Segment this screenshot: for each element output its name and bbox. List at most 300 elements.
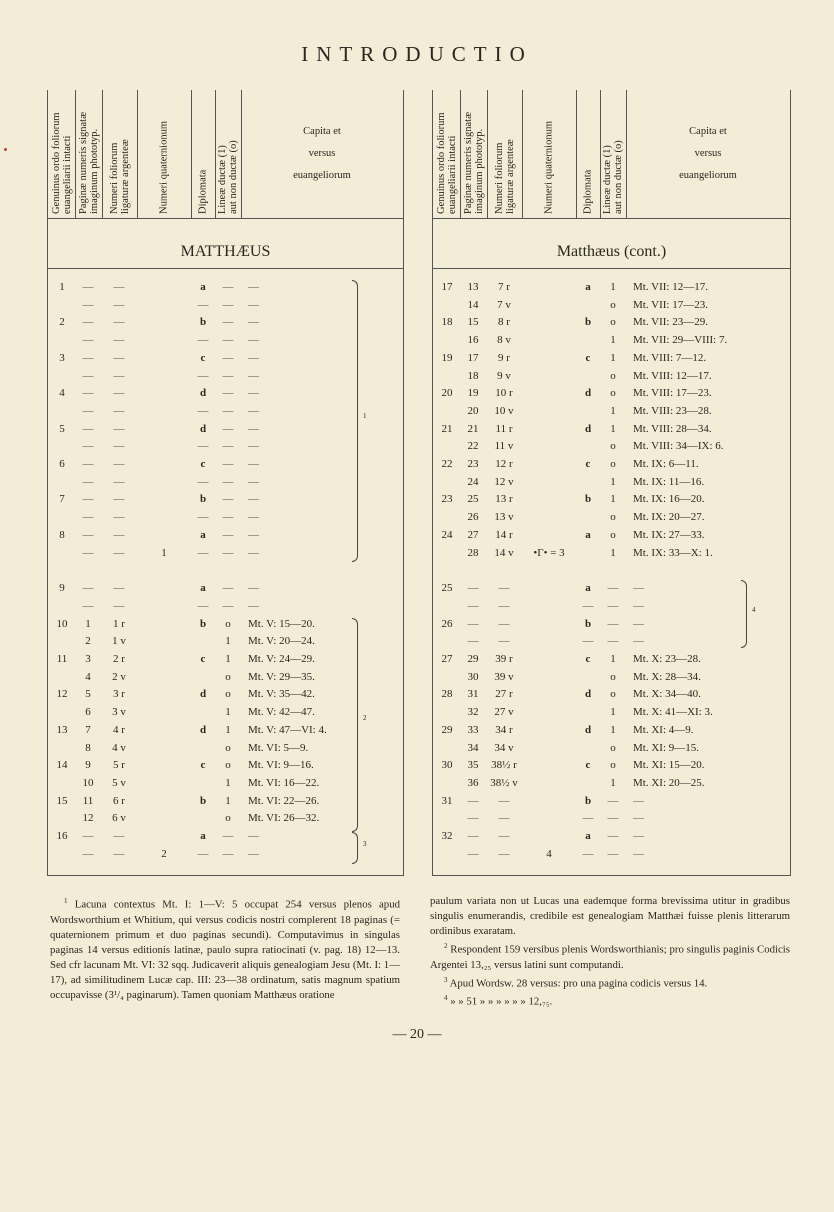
table-cell: Mt. X: 41—XI: 3. — [633, 706, 713, 719]
table-cell: 1 — [85, 617, 91, 630]
table-cell: b — [584, 617, 592, 630]
table-cell: — — [113, 582, 125, 595]
table-cell: — — [82, 528, 94, 541]
table-cell: — — [222, 316, 234, 329]
table-cell: 27 — [441, 653, 453, 665]
table-row — [433, 279, 790, 296]
table-cell: — — [582, 812, 594, 825]
table-row — [48, 775, 403, 792]
header-numeri-foliorum — [102, 90, 138, 218]
table-cell: 2 — [161, 847, 167, 860]
footnote-marker: 3 — [444, 975, 448, 984]
table-cell: 1 — [225, 635, 231, 648]
header-text: Capita et versus euangeliorum — [679, 126, 737, 181]
table-cell: — — [248, 351, 259, 364]
table-cell: 29 — [441, 723, 453, 736]
table-cell: — — [633, 617, 644, 630]
table-row — [48, 527, 403, 544]
table-cell: — — [113, 404, 125, 417]
table-row — [433, 722, 790, 739]
table-cell: 31 — [441, 794, 453, 807]
table-cell: 4 — [85, 670, 91, 683]
header-text: Diplomata — [197, 169, 209, 214]
table-cell: — — [82, 404, 94, 417]
table-cell: — — [113, 351, 125, 364]
table-cell: — — [222, 440, 234, 453]
table-right — [432, 90, 791, 876]
footnote-1-cont: paulum variata non ut Lucas una eademque forma brevissima utitur in gradibus singulis enumerandis, credibile est genealogiam Matthæi fuisse plenis litterarum ordinibus exaratam. — [430, 895, 790, 937]
footnote-text: Respondent 159 versibus plenis Wordsworthianis; pro singulis paginis Codicis Argentei 13,₂₅ versus latini sunt computandi. — [430, 943, 790, 971]
footnotes-left — [50, 894, 400, 1003]
table-cell: b — [199, 617, 207, 630]
table-cell: — — [498, 582, 510, 595]
table-cell: — — [82, 458, 94, 470]
table-cell: 1 — [610, 422, 616, 435]
brace-left-2 — [352, 618, 358, 832]
table-cell: o — [610, 387, 616, 400]
table-cell: — — [248, 493, 259, 506]
table-cell: — — [248, 847, 259, 860]
table-cell: c — [200, 759, 206, 772]
table-cell: 30 — [467, 670, 479, 683]
table-row — [48, 828, 403, 845]
table-cell: 15 — [56, 794, 68, 807]
table-cell: Mt. X: 34—40. — [633, 688, 701, 701]
table-cell: 3 — [59, 351, 65, 364]
table-cell: — — [248, 404, 259, 417]
table-cell: 20 — [441, 387, 453, 400]
section-title: MATTHÆUS — [180, 243, 271, 260]
table-cell: 11 v — [494, 440, 514, 453]
table-cell: — — [467, 830, 479, 842]
table-cell: d — [584, 387, 592, 400]
header-text: Numeri quaternionum — [158, 120, 170, 214]
section-title: Matthæus (cont.) — [556, 243, 667, 260]
table-cell: Mt. VI: 16—22. — [248, 776, 320, 789]
table-cell: — — [248, 599, 259, 612]
table-cell: — — [607, 794, 619, 807]
table-cell: — — [248, 334, 259, 347]
table-cell: — — [82, 475, 94, 488]
table-cell: 11 r — [495, 422, 513, 435]
footnote-marker: 4 — [444, 994, 448, 1003]
page-title: INTRODUCTIO — [301, 42, 533, 66]
header-lineae — [215, 90, 242, 218]
table-cell: 28 — [441, 688, 453, 701]
table-cell: 7 v — [497, 298, 511, 311]
footnote-text: Apud Wordsw. 28 versus: pro una pagina codicis versus 14. — [449, 977, 708, 990]
table-cell: 15 — [467, 316, 479, 329]
table-cell: 1 — [225, 794, 231, 807]
table-cell: — — [498, 830, 510, 842]
table-cell: d — [584, 723, 592, 736]
header-text: Paginæ numeris signatæ imaginum phototyp. — [77, 111, 100, 214]
table-cell: — — [498, 599, 510, 612]
table-cell: 6 — [59, 458, 65, 470]
table-cell: — — [222, 475, 234, 488]
table-cell: 1 — [610, 334, 616, 347]
table-row — [48, 545, 403, 562]
table-row — [433, 545, 790, 562]
table-row — [433, 421, 790, 438]
table-cell: 34 r — [495, 723, 513, 736]
table-cell: — — [248, 511, 259, 524]
table-cell: o — [610, 369, 616, 382]
table-cell: a — [200, 582, 206, 595]
table-cell: 24 — [467, 475, 479, 488]
table-row — [48, 704, 403, 721]
table-row — [433, 403, 790, 420]
header-text: Genuinus ordo foliorum euangeliarii intacti — [435, 112, 458, 214]
table-cell: 3 — [85, 653, 91, 665]
table-cell: o — [610, 759, 616, 772]
table-cell: 14 — [467, 298, 479, 311]
table-cell: — — [197, 847, 209, 860]
table-cell: 5 v — [112, 776, 126, 789]
table-cell: 10 — [56, 617, 68, 630]
table-row — [48, 332, 403, 349]
table-cell: — — [582, 599, 594, 612]
table-header-left — [48, 90, 403, 219]
table-cell: — — [197, 298, 209, 311]
header-genuinus — [433, 90, 461, 218]
table-cell: 31 — [467, 688, 479, 701]
table-row — [433, 527, 790, 544]
table-cell: — — [607, 599, 619, 612]
table-cell: 32 — [441, 830, 453, 842]
table-cell: 1 — [610, 653, 616, 665]
header-text: Lineæ ductæ (1) aut non ductæ (o) — [602, 140, 624, 214]
table-cell: — — [467, 635, 479, 648]
table-cell: 4 v — [112, 741, 126, 754]
table-cell: Mt. IX: 16—20. — [633, 493, 705, 506]
footnote-4 — [430, 991, 790, 1010]
table-cell: c — [585, 653, 591, 665]
table-cell: — — [248, 369, 259, 382]
table-row — [433, 669, 790, 686]
table-cell: — — [607, 582, 619, 595]
header-text: Numeri quaternionum — [543, 120, 555, 214]
table-cell: 13 — [56, 723, 68, 736]
table-cell: — — [222, 493, 234, 506]
table-cell: a — [585, 830, 591, 842]
table-row — [48, 368, 403, 385]
table-cell: — — [582, 847, 594, 860]
table-cell: 4 — [59, 387, 65, 400]
table-cell: 35 — [467, 759, 479, 772]
table-cell: — — [467, 599, 479, 612]
table-cell: — — [113, 440, 125, 453]
table-cell: — — [248, 475, 259, 488]
table-row — [48, 421, 403, 438]
table-row — [48, 633, 403, 650]
table-cell: — — [248, 316, 259, 329]
table-cell: a — [585, 528, 591, 541]
table-cell: — — [82, 334, 94, 347]
table-cell: 10 r — [495, 387, 513, 400]
table-cell: — — [222, 422, 234, 435]
table-row — [48, 297, 403, 314]
table-cell: a — [200, 830, 206, 842]
table-cell: — — [248, 528, 259, 541]
table-cell: — — [222, 546, 234, 559]
page-number: — 20 — — [392, 1027, 442, 1042]
table-cell: 25 — [441, 582, 453, 595]
table-row — [48, 651, 403, 668]
table-cell: c — [200, 653, 206, 665]
table-cell: Mt. VIII: 23—28. — [633, 404, 712, 417]
table-cell: 14 — [56, 759, 68, 772]
table-cell: a — [585, 281, 591, 293]
table-row — [433, 509, 790, 526]
table-cell: Mt. IX: 6—11. — [633, 458, 699, 470]
table-cell: 21 — [441, 422, 453, 435]
table-cell: — — [82, 599, 94, 612]
table-row — [433, 438, 790, 455]
table-cell: 1 — [161, 546, 167, 559]
header-diplomata — [191, 90, 216, 218]
table-cell: 8 v — [497, 334, 511, 347]
table-row — [433, 704, 790, 721]
table-cell: 11 — [82, 794, 94, 807]
table-cell: 5 — [59, 422, 65, 435]
table-cell: Mt. V: 24—29. — [248, 653, 315, 665]
table-cell: — — [197, 404, 209, 417]
table-cell: 39 v — [494, 670, 514, 683]
table-cell: Mt. V: 15—20. — [248, 617, 315, 630]
table-cell: 1 — [610, 404, 616, 417]
header-paginae — [75, 90, 103, 218]
footnote-2 — [430, 939, 790, 973]
table-row — [433, 332, 790, 349]
table-cell: 25 — [467, 493, 479, 506]
header-genuinus — [48, 90, 76, 218]
table-cell: 23 — [441, 493, 453, 506]
table-cell: 27 r — [495, 688, 513, 701]
table-cell: 10 v — [494, 404, 514, 417]
table-cell: — — [222, 351, 234, 364]
table-cell: Mt. VI: 26—32. — [248, 812, 320, 825]
divider — [48, 268, 403, 269]
table-cell: — — [222, 281, 234, 293]
table-cell: — — [633, 582, 644, 595]
table-cell: Mt. VIII: 7—12. — [633, 351, 707, 364]
table-cell: c — [585, 759, 591, 772]
table-cell: — — [197, 334, 209, 347]
table-row — [433, 740, 790, 757]
table-cell: 19 — [441, 351, 453, 364]
header-text: Genuinus ordo foliorum euangeliarii intacti — [50, 112, 73, 214]
table-cell: 22 — [441, 458, 453, 470]
table-cell: o — [225, 670, 231, 683]
table-cell: — — [82, 440, 94, 453]
header-paginae — [460, 90, 488, 218]
table-cell: d — [199, 422, 207, 435]
table-cell: — — [607, 812, 619, 825]
table-cell: a — [585, 582, 591, 595]
table-cell: 2 — [59, 316, 65, 329]
table-cell: Mt. V: 42—47. — [248, 706, 315, 719]
table-cell: 7 r — [498, 281, 510, 293]
table-cell: 2 v — [112, 670, 126, 683]
table-cell: 14 r — [495, 528, 513, 541]
table-cell: — — [498, 617, 510, 630]
table-cell: — — [113, 830, 125, 842]
table-cell: 24 — [441, 528, 453, 541]
table-cell: 1 — [610, 723, 616, 736]
table-row — [48, 810, 403, 827]
table-cell: — — [82, 582, 94, 595]
table-cell: 22 — [467, 440, 479, 453]
table-cell: o — [225, 617, 231, 630]
table-cell: Mt. V: 35—42. — [248, 688, 315, 701]
table-row — [433, 828, 790, 845]
table-cell: 33 — [467, 723, 479, 736]
table-cell: — — [467, 847, 479, 860]
table-cell: 4 r — [113, 723, 125, 736]
table-cell: — — [82, 351, 94, 364]
table-cell: 12 r — [495, 458, 513, 470]
table-cell: — — [113, 387, 125, 400]
table-cell: — — [633, 794, 644, 807]
table-cell: 9 r — [498, 351, 510, 364]
table-cell: 17 — [467, 351, 479, 364]
table-cell: Mt. VIII: 12—17. — [633, 369, 712, 382]
table-cell: — — [197, 511, 209, 524]
table-row — [433, 456, 790, 473]
table-cell: 1 — [610, 281, 616, 293]
table-cell: 19 — [467, 387, 479, 400]
table-row — [433, 580, 790, 597]
table-cell: 34 — [467, 741, 479, 754]
table-cell: 11 — [56, 653, 68, 665]
table-cell: o — [610, 528, 616, 541]
table-row — [433, 350, 790, 367]
table-row — [48, 598, 403, 615]
table-cell: Mt. VI: 5—9. — [248, 741, 309, 754]
table-cell: b — [199, 794, 207, 807]
table-cell: — — [248, 830, 259, 842]
table-cell: — — [633, 812, 644, 825]
table-cell: — — [582, 635, 594, 648]
table-cell: b — [584, 794, 592, 807]
table-cell: Mt. VI: 9—16. — [248, 759, 314, 772]
table-cell: — — [248, 458, 259, 470]
table-row — [433, 385, 790, 402]
table-cell: — — [633, 635, 644, 648]
table-cell: — — [82, 546, 94, 559]
table-cell: — — [113, 475, 125, 488]
table-cell: — — [607, 847, 619, 860]
table-cell: — — [222, 387, 234, 400]
table-cell: 1 — [225, 653, 231, 665]
table-cell: 27 v — [494, 706, 514, 719]
table-cell: — — [498, 635, 510, 648]
table-row — [433, 633, 790, 650]
table-cell: — — [197, 546, 209, 559]
table-cell: Mt. X: 28—34. — [633, 670, 701, 683]
table-cell: — — [607, 617, 619, 630]
table-cell: — — [82, 281, 94, 293]
table-cell: 30 — [441, 759, 453, 772]
table-cell: — — [113, 847, 125, 860]
table-cell: — — [467, 812, 479, 825]
header-diplomata — [576, 90, 601, 218]
table-cell: 3 r — [113, 688, 125, 701]
table-cell: o — [610, 670, 616, 683]
table-cell: d — [584, 422, 592, 435]
footnote-marker: 2 — [444, 942, 448, 950]
footnote-marker: 1 — [64, 897, 68, 905]
table-cell: Mt. VII: 29—VIII: 7. — [633, 334, 728, 347]
table-cell: — — [498, 812, 510, 825]
table-cell: 1 — [225, 723, 231, 736]
table-cell: o — [225, 741, 231, 754]
table-cell: — — [467, 582, 479, 595]
footnote-text: Lacuna contextus Mt. I: 1—V: 5 occupat 254 versus plenos apud Wordsworthium et Whitium, qui versus codicis nostri complerent 18 paginas (= quaternionem primum et duo paginas secundi). Computavimus in singulas paginas 14 versus editionis latinæ, paulo supra ratiocinati (v. pag. 18) 12—13. Sed cfr lacunam Mt. VI: 32 sqq. Judicaverit aliquis genealogiam Jesu (Mt. I: 1—17), ad similitudinem Lucæ cap. III: 23—38 ordinatum, satis magnum spatium occupavisse (3¹/₄ paginarum). Tamen quoniam Matthæus oratione — [50, 898, 401, 1001]
table-cell: — — [498, 794, 510, 807]
table-cell: o — [610, 316, 616, 329]
table-cell: •Γ• = 3 — [533, 546, 565, 559]
table-cell: 32 — [467, 706, 479, 719]
table-cell: — — [467, 794, 479, 807]
table-cell: a — [200, 528, 206, 541]
table-cell: 1 r — [113, 617, 125, 630]
table-cell: Mt. X: 23—28. — [633, 653, 701, 665]
table-cell: 8 — [85, 741, 91, 754]
table-cell: — — [248, 298, 259, 311]
table-cell: — — [498, 847, 510, 860]
table-cell: 1 — [610, 776, 616, 789]
table-row — [48, 438, 403, 455]
table-cell: 13 — [467, 281, 479, 293]
table-row — [48, 740, 403, 757]
brace-label: 2 — [363, 714, 367, 722]
table-cell: c — [585, 351, 591, 364]
table-cell: — — [82, 316, 94, 329]
table-cell: Mt. XI: 20—25. — [633, 776, 705, 789]
table-cell: 36 — [467, 776, 479, 789]
header-quaternionum — [522, 90, 577, 218]
table-cell: Mt. XI: 9—15. — [633, 741, 699, 754]
table-cell: — — [113, 546, 125, 559]
table-cell: — — [222, 847, 234, 860]
table-cell: d — [199, 723, 207, 736]
table-cell: 18 — [467, 369, 479, 382]
table-row — [48, 793, 403, 810]
table-row — [48, 350, 403, 367]
table-cell: — — [82, 847, 94, 860]
table-cell: 2 — [85, 635, 91, 648]
table-cell: 10 — [82, 776, 94, 789]
table-cell: 7 — [85, 723, 91, 736]
table-row — [433, 474, 790, 491]
table-cell: 1 — [610, 546, 616, 559]
table-cell: — — [467, 617, 479, 630]
table-cell: — — [248, 582, 259, 595]
table-row — [433, 297, 790, 314]
table-cell: 26 — [441, 617, 453, 630]
table-cell: 34 v — [494, 741, 514, 754]
table-cell: 38½ v — [490, 776, 518, 789]
brace-label: 1 — [363, 412, 367, 420]
table-cell: Mt. VIII: 28—34. — [633, 422, 712, 435]
table-cell: 13 r — [495, 493, 513, 506]
table-cell: 23 — [467, 458, 479, 470]
table-cell: — — [248, 546, 259, 559]
table-cell: Mt. V: 20—24. — [248, 635, 315, 648]
table-cell: — — [607, 635, 619, 648]
